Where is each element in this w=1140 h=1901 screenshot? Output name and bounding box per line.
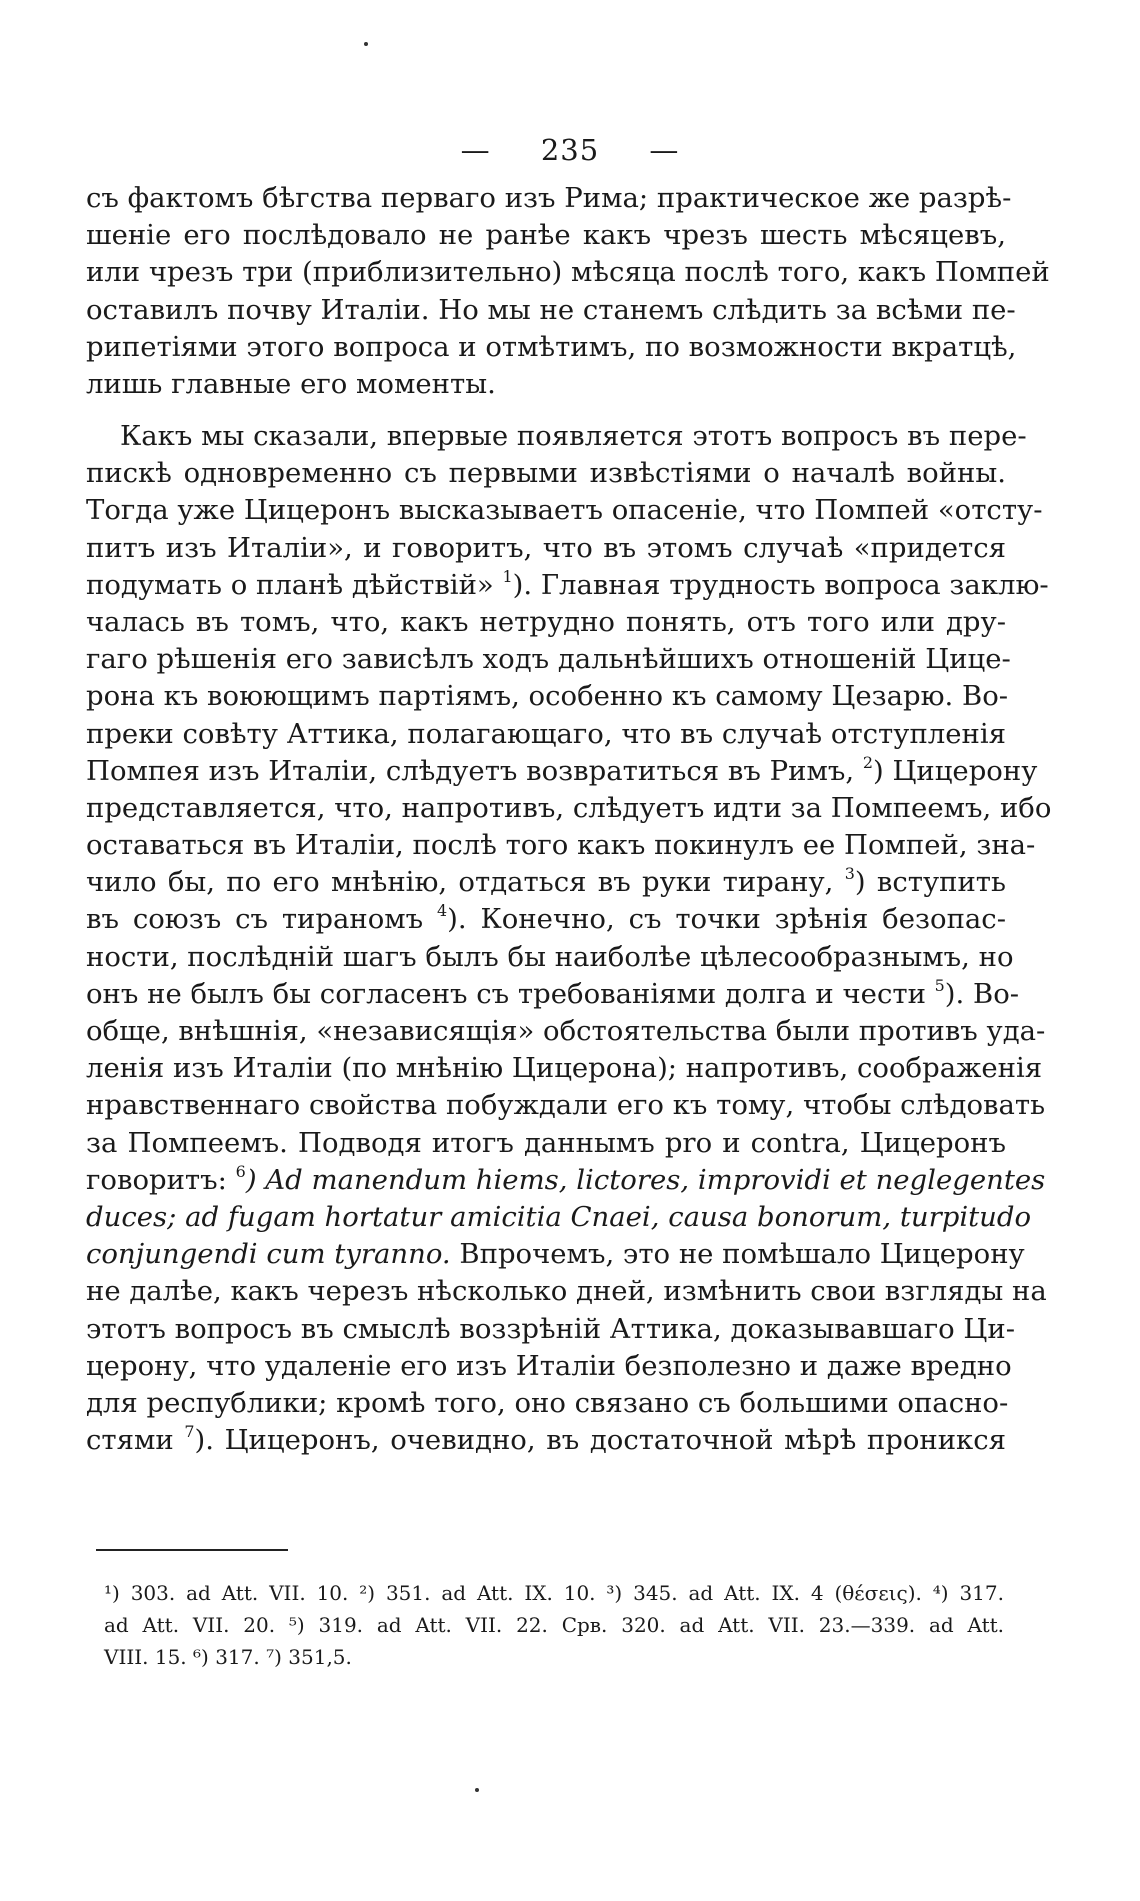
page-dash-left: — [460,133,491,167]
text-line: не далѣе, какъ черезъ нѣсколько дней, измѣнить свои взгляды на [86,1275,1047,1308]
text-line: рипетіями этого вопроса и отмѣтимъ, по возможности вкратцѣ, [86,330,1017,363]
text-line: за Помпеемъ. Подводя итогъ даннымъ pro и contra, Цицеронъ [86,1126,1006,1159]
footnotes [104,1577,1004,1673]
line-part: чило бы, по его мнѣнію, отдаться въ руки тирану, [86,866,834,899]
text-line: представляется, что, напротивъ, слѣдуетъ идти за Помпеемъ, ибо [86,791,1052,824]
line-part: подумать о планѣ дѣйствій» [86,568,494,601]
footnote-line: VIII. 15. ⁶) 317. ⁷) 351,5. [104,1645,352,1669]
text-line: обще, внѣшнія, «независящія» обстоятельства были противъ уда- [86,1015,1046,1047]
line-part: ). Конечно, съ точки зрѣнія безопас- [447,903,1006,936]
footnote-line: ¹) 303. ad Att. VII. 10. ²) 351. ad Att. IX. 10. ³) 345. ad Att. IX. 4 (θέσεις). ⁴) 317. [104,1581,1004,1605]
line-part: ) Цицерону [872,754,1038,787]
text-line [86,1236,1025,1273]
line-part: онъ не былъ бы согласенъ съ требованіями долга и чести [86,977,926,1010]
text-line: преки совѣту Аттика, полагающаго, что въ случаѣ отступленія [86,717,1006,750]
print-speck-bottom [475,1788,479,1792]
line-part: Помпея изъ Италіи, слѣдуетъ возвратиться въ Римъ, [86,754,855,787]
text-line [86,1422,1006,1459]
note-ref: 7 [184,1422,195,1442]
text-line [86,901,1006,938]
note-ref: 2 [862,752,873,772]
print-speck-top [364,42,368,46]
note-ref: 1 [502,566,513,586]
note-ref: 4 [437,901,448,921]
text-line [86,752,1038,790]
page-number-header [0,133,1140,167]
text-line [86,975,1020,1013]
text-line [86,864,1006,901]
text-line: лишь главные его моменты. [86,367,496,400]
text-line: нравственнаго свойства побуждали его къ тому, чтобы слѣдовать [86,1089,1046,1122]
page-dash-right: — [649,133,680,167]
text-line: оставилъ почву Италіи. Но мы не станемъ слѣдить за всѣми пе- [86,293,1016,326]
text-line: питъ изъ Италіи», и говоритъ, что въ этомъ случаѣ «придется [86,531,1006,564]
footnote-divider [96,1549,288,1551]
note-ref: 6 [235,1161,246,1181]
text-line [86,1161,1046,1199]
paragraph-1 [86,180,1050,403]
text-line: пискѣ одновременно съ первыми извѣстіями о началѣ войны. [86,457,1006,490]
text-line: съ фактомъ бѣгства перваго изъ Рима; практическое же разрѣ- [86,182,1012,214]
text-line: оставаться въ Италіи, послѣ того какъ покинулъ ее Помпей, зна- [86,829,1036,862]
line-part: Впрочемъ, это не помѣшало Цицерону [459,1238,1025,1271]
text-line: рона къ воюющимъ партіямъ, особенно къ самому Цезарю. Во- [86,680,1009,713]
text-line [86,566,1049,604]
line-part: говоритъ: [86,1163,227,1196]
text-line: Какъ мы сказали, впервые появляется этотъ вопросъ въ пере- [120,420,1027,452]
paragraph-2 [86,418,1052,1459]
text-line: этотъ вопросъ въ смыслѣ воззрѣній Аттика, доказывавшаго Ци- [86,1312,1016,1345]
text-line: шеніе его послѣдовало не ранѣе какъ чрезъ шесть мѣсяцевъ, [86,219,1006,252]
line-part: въ союзъ съ тираномъ [86,903,424,936]
latin-quote: ) Ad manendum hiems, lictores, improvidi et neglegentes [245,1163,1046,1196]
text-line: для республики; кромѣ того, оно связано съ большими опасно- [86,1386,1009,1419]
page-number: 235 [540,133,600,167]
text-line: чалась въ томъ, что, какъ нетрудно понять, отъ того или дру- [86,605,1006,638]
text-line: ленія изъ Италіи (по мнѣнію Цицерона); напротивъ, соображенія [86,1052,1043,1085]
footnote-line: ad Att. VII. 20. ⁵) 319. ad Att. VII. 22. Срв. 320. ad Att. VII. 23.—339. ad Att. [104,1613,1004,1637]
note-ref: 3 [844,864,855,884]
text-line: ности, послѣдній шагъ былъ бы наиболѣе цѣлесообразнымъ, но [86,940,1014,973]
line-part: стями [86,1424,174,1457]
line-part: ). Главная трудность вопроса заклю- [512,568,1049,601]
latin-quote-line: duces; ad fugam hortatur amicitia Cnaei, causa bonorum, turpitudo [86,1200,1032,1233]
text-line: гаго рѣшенія его зависѣлъ ходъ дальнѣйшихъ отношеній Цице- [86,643,1011,676]
latin-quote: conjungendi cum tyranno. [86,1238,451,1271]
text-line: или чрезъ три (приблизительно) мѣсяца послѣ того, какъ Помпей [86,256,1050,289]
line-part: ). Во- [944,977,1020,1010]
text-line: церону, что удаленіе его изъ Италіи безполезно и даже вредно [86,1349,1012,1382]
note-ref: 5 [934,975,945,995]
text-line: Тогда уже Цицеронъ высказываетъ опасеніе, что Помпей «отсту- [86,494,1043,527]
line-part: ). Цицеронъ, очевидно, въ достаточной мѣрѣ проникся [194,1424,1006,1457]
line-part: ) вступить [854,866,1006,899]
